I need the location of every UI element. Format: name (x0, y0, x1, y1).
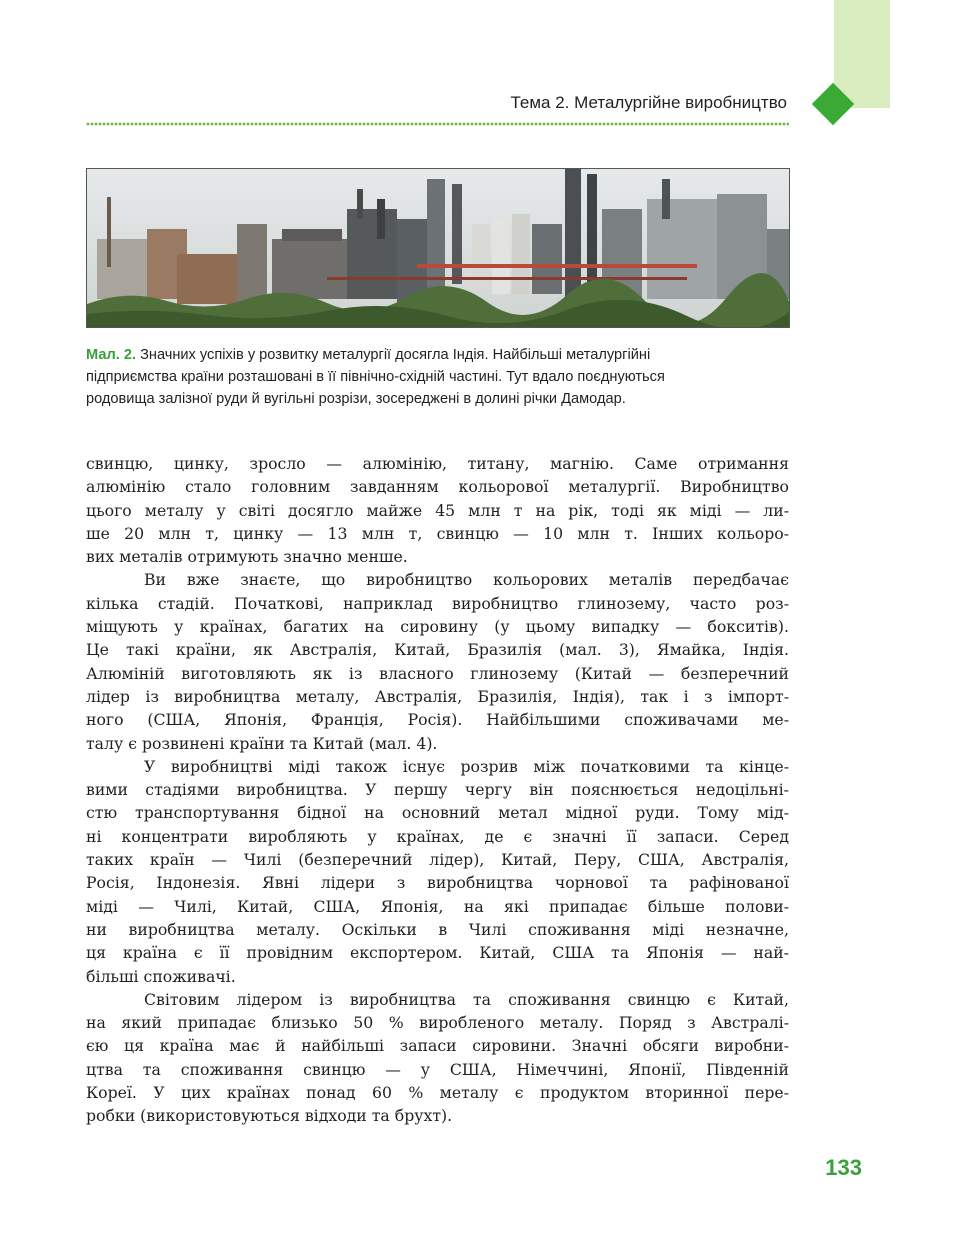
caption-line: родовища залізної руди й вугільні розрізи, зосереджені в долині річки Дамодар. (86, 391, 626, 407)
text-line: ни виробництва металу. Оскільки в Чилі споживання міді незначне, (86, 919, 789, 939)
caption-line: підприємства країни розташовані в її північно-східній частині. Тут вдало поєднуються (86, 369, 665, 385)
text-line: таких країн — Чилі (безперечний лідер), Китай, Перу, США, Австралія, (86, 850, 789, 870)
text-line: вих металів отримують значно менше. (86, 547, 408, 567)
text-line: Це такі країни, як Австралія, Китай, Бразилія (мал. 3), Ямайка, Індія. (86, 640, 789, 660)
text-line: алюмінію стало головним завданням кольорової металургії. Виробництво (86, 477, 789, 497)
text-line: вими стадіями виробництва. У першу чергу він пояснюється недоцільні- (86, 780, 789, 800)
text-line: більші споживачі. (86, 966, 236, 986)
caption-line: Значних успіхів у розвитку металургії досягла Індія. Найбільші металургійні (136, 347, 651, 363)
header-divider (86, 121, 789, 127)
text-line: кілька стадій. Початкові, наприклад виробництво глинозему, часто роз- (86, 593, 789, 613)
text-line: Світовим лідером із виробництва та споживання свинцю є Китай, (144, 989, 789, 1009)
paragraph (86, 755, 789, 988)
text-line: міщують у країнах, багатих на сировину (у цьому випадку — бокситів). (86, 617, 789, 637)
paragraph (86, 568, 789, 754)
text-line: Алюміній виготовляють як із власного глинозему (Китай — безперечний (86, 663, 789, 683)
text-line: свинцю, цинку, зросло — алюмінію, титану, магнію. Саме отримання (86, 454, 789, 473)
text-line: робки (використовуються відходи та брухт). (86, 1106, 453, 1126)
text-line: Росія, Індонезія. Явні лідери з виробництва чорнової та рафінованої (86, 873, 789, 893)
plant-photo-illustration (87, 169, 789, 327)
text-line: єю ця країна має й найбільші запаси сировини. Значні обсяги виробни- (86, 1036, 789, 1056)
text-line: У виробництві міді також існує розрив між початковими та кінце- (144, 756, 789, 776)
paragraph (86, 452, 789, 568)
text-line: лідер із виробництва металу, Австралія, Бразилія, Індія), так і з імпорт- (86, 686, 789, 706)
main-text (86, 452, 789, 1128)
text-line: міді — Чилі, Китай, США, Японія, на які припадає більше полови- (86, 896, 789, 916)
text-line: ного (США, Японія, Франція, Росія). Найбільшими споживачами ме- (86, 710, 789, 730)
text-line: Кореї. У цих країнах понад 60 % металу є продуктом вторинної пере- (86, 1083, 789, 1103)
text-line: ця країна є її провідним експортером. Китай, США та Японія — най- (86, 943, 789, 963)
text-line: ше 20 млн т, цинку — 13 млн т, свинцю — 10 млн т. Інших кольоро- (86, 523, 789, 543)
figure-caption (86, 344, 796, 410)
paragraph (86, 988, 789, 1128)
text-line: стю транспортування бідної на основний метал мідної руди. Тому мід- (86, 803, 789, 823)
industrial-plant-photo (86, 168, 790, 328)
figure-label: Мал. 2. (86, 347, 137, 363)
text-line: талу є розвинені країни та Китай (мал. 4). (86, 733, 438, 753)
text-line: на який припадає близько 50 % виробленого металу. Поряд з Австралі- (86, 1013, 789, 1033)
text-line: цтва та споживання свинцю — у США, Німеччині, Японії, Південній (86, 1059, 789, 1079)
text-line: цього металу у світі досягло майже 45 млн т на рік, тоді як міді — ли- (86, 500, 789, 520)
text-line: Ви вже знаєте, що виробництво кольорових металів передбачає (144, 570, 789, 590)
running-header: Тема 2. Металургійне виробництво (510, 93, 787, 112)
text-line: ні концентрати виробляють у країнах, де є значні її запаси. Серед (86, 826, 789, 846)
page-number: 133 (825, 1155, 862, 1180)
